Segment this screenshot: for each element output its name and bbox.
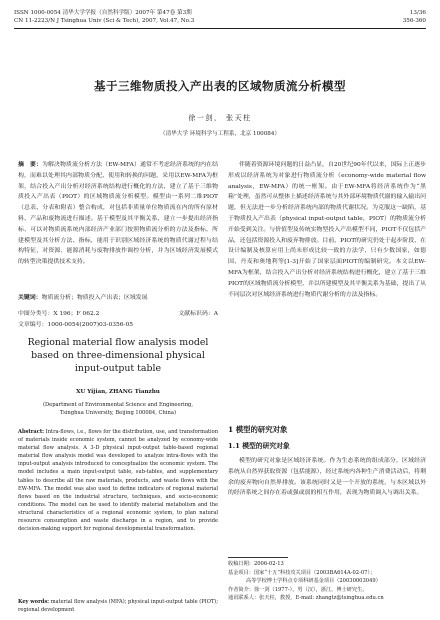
english-keywords	[18, 598, 218, 614]
english-abstract-text: Intra-flows, i.e., flows for the distribution, use, and transformation of materials inside economic system, cannot be analyzed by economy-wide material flow analysis. A 3-D physical input-output table-based regional material flow analysis model was developed to analyze intra-flows with the input-output analysis introduced to conceptualize the economic system. The model includes a main input-output table, sub-tables, and supplementary tables to describe all the raw materials, products, and waste flows with the EW-MFA. The model was also used to define indicators of regional material flows based on the industrial structure, techniques, and socio-economic conditions. The model can be used to identify material metabolism and the structural characteristics of a regional economic system, to plan natural resource consumption and waste discharge in a region, and to provide decision-making support for regional developmental transformation.	[18, 429, 219, 533]
english-title: Regional material flow analysis model based on three-dimensional physical input-output table	[27, 337, 209, 374]
clc-number: 中图分类号：X 196；F 062.2	[18, 311, 100, 317]
intro-paragraph: 伴随着资源环境问题的日益凸显，自20世纪90年代以来，国际上正逐步形成以经济系统为对象进行物质流分析（economy-wide material flow analysis，EW-MFA）的统一框架。由于EW-MFA将经济系统作为“黑箱”处理，虽然可从整体上描述经济系统与其外部环境物质代谢的输入输出问题，但无法进一步分析经济系统内部的物质代谢状况。为克服这一缺陷，基于物质投入产出表（physical input-output table，PIOT）的物质流分析开始受到关注。与价值型及传统实物型投入产出模型不同，PIOT不仅包括产品，还包括资源投入和废弃物排放。目前，PIOT的研究仍处于起步阶段，在设计编制及核算应用上尚未形成比较一致的方法学，只有少数国家，如德国、丹麦和奥地利等[1-3]开始了国家层面PIOT的编制研究。本文以EW-MFA为框架，结合投入产出分析对经济系统结构进行概化，建立了基于三维PIOT的区域物质流分析模型，并以所建模型及其平衡关系为基础，提出了从不同层次对区域经济系统进行物质代谢分析的方法及指标。	[228, 162, 426, 298]
classification-block	[18, 309, 218, 331]
fund-line-1: 基金项目：国家“十五”科技攻关项目（2003BA614A-02-07）；	[228, 569, 376, 576]
article-number: 文章编号：1000-0054(2007)03-0356-05	[18, 321, 133, 328]
section-1-1-paragraph: 模型的研究对象是区域经济系统。作为生态系统的组成部分，区域经济系统从自然界获取资源（包括能源），经过系统内各种生产消费活动后，将剩余的废弃物向自然界排放。该系统同时又是一个开放的系统，与本区域以外的经济系统之间存在着或强或弱的相互作用，表现为物质调入与调出关系。	[228, 458, 426, 497]
fund-line-2: 高等学校博士学科点专项科研基金项目（20030003049）	[246, 578, 381, 584]
english-authors: XU Yijian, ZHANG Tianzhu	[76, 389, 160, 395]
footnote-rule	[228, 557, 288, 558]
author-bio: 作者简介：徐一剑（1977-），男（汉），浙江，博士研究生。	[228, 586, 368, 593]
english-abstract-label: Abstract:	[18, 429, 45, 435]
abstract-label: 摘 要：	[18, 161, 43, 168]
english-abstract	[18, 428, 218, 533]
abstract-cn	[18, 160, 218, 268]
english-affiliation: (Department of Environmental Science and Engineering, Tsinghua University, Beijing 100084, China)	[42, 402, 194, 416]
keywords-label: 关键词：	[18, 294, 42, 301]
section-1-1-heading: 1.1 模型的研究对象	[228, 442, 290, 450]
header-issn-line: ISSN 1000-0054 清华大学学报（自然科学版）2007年 第47卷 第3期	[14, 10, 192, 16]
document-code: 文献标识码：A	[178, 311, 218, 317]
paper-authors: 徐一剑， 张天柱	[188, 114, 252, 122]
keywords-cn	[18, 293, 218, 304]
english-keywords-text: material flow analysis (MFA); physical input-output table (PIOT); regional development	[18, 599, 218, 614]
abstract-text: 为解决物质流分析方法（EW-MFA）通常不考虑经济系统的内在结构，而难以处理其内部物质分配、使用和转换的问题，采用以EW-MFA为框架，结合投入产出分析对经济系统结构进行概化的方法，建立了基于三维物质投入产出表（PIOT）的区域物质流分析模型。模型由一系列二维PIOT（总表、分表和附表）整合构成，对包括非质量单位物质流在内的所有原材料、产品和废物流进行描述。基于模型及其平衡关系，建立一步提出经济指标、可以对物质流系统内部经济产业部门按照物质流分析的方法及指标，所建模型及其分析方法、指标，能用于识别区域经济系统的物质代谢过程与结构特征，对资源、能源消耗与废物排放作调控分析，并为区域经济发展模式的转型决策提供技术支持。	[18, 162, 218, 266]
header-rule	[14, 28, 426, 29]
paper-affiliation: （清华大学 环境科学与工程系，北京 100084）	[159, 131, 280, 137]
section-1-heading: 1 模型的研究对象	[228, 425, 288, 434]
journal-header	[14, 9, 426, 35]
keywords-text: 物质流分析；物质投入产出表；区域发展	[41, 295, 148, 301]
header-page-range: 356-360	[402, 18, 426, 24]
paper-title: 基于三维物质投入产出表的区域物质流分析模型	[94, 79, 346, 93]
corresponding-author: 通讯联系人：张天柱，教授，E-mail: zhangtz@tsinghua.edu.cn	[228, 595, 384, 601]
received-date: 收稿日期：2006-02-13	[228, 561, 284, 567]
footnotes	[228, 560, 426, 603]
english-keywords-label: Key words:	[18, 599, 50, 605]
header-cn-line: CN 11-2223/N J Tsinghua Univ (Sci & Tech), 2007, Vol.47, No.3	[14, 18, 195, 24]
header-article-index: 13/36	[409, 10, 426, 16]
